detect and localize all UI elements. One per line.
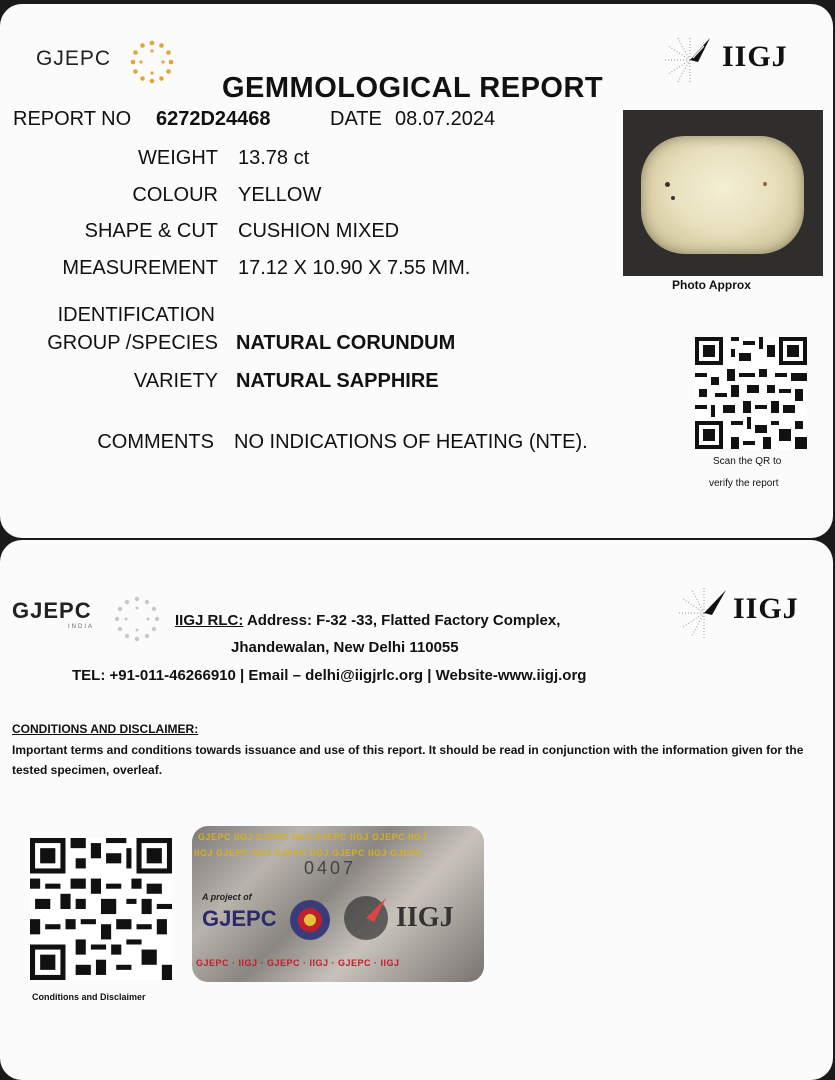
security-hologram: GJEPC IIGJ GJEPC IIGJ GJEPC IIGJ GJEPC IIGJ IIGJ GJEPC IIGJ GJEPC IIGJ GJEPC IIGJ GJEPC 0407 A project of GJEPC IIGJ GJEPC · IIGJ · GJEPC · IIGJ · GJEPC · IIGJ: [192, 826, 484, 982]
variety-value: NATURAL SAPPHIRE: [236, 370, 439, 392]
gem-stone-image: [641, 136, 804, 254]
conditions-body: Important terms and conditions towards issuance and use of this report. It should be read in conjunction with the information given for the tested specimen, overleaf.: [12, 743, 804, 777]
qr-caption-line2: verify the report: [709, 478, 779, 489]
comments-value: NO INDICATIONS OF HEATING (NTE).: [234, 431, 588, 453]
identification-label: IDENTIFICATION: [57, 304, 215, 326]
report-no-label: REPORT NO: [13, 108, 132, 130]
iigj-emblem-icon: [660, 34, 720, 86]
shape-cut-label: SHAPE & CUT: [84, 220, 218, 242]
verify-qr-code[interactable]: [695, 337, 807, 449]
colour-value: YELLOW: [238, 184, 322, 206]
hologram-iigj: IIGJ: [396, 902, 454, 933]
report-front-card: [0, 4, 833, 538]
gjepc-logo-text: GJEPC: [36, 47, 112, 70]
iigj-logo-text-back: IIGJ: [733, 592, 799, 625]
address-line-2: Jhandewalan, New Delhi 110055: [231, 639, 459, 656]
hologram-tag: A project of: [202, 892, 252, 902]
photo-caption: Photo Approx: [672, 278, 751, 292]
measurement-value: 17.12 X 10.90 X 7.55 MM.: [238, 257, 471, 279]
measurement-label: MEASUREMENT: [62, 257, 218, 279]
gjepc-india-sub: INDIA: [68, 624, 95, 630]
colour-label: COLOUR: [132, 184, 218, 206]
iigj-logo-text: IIGJ: [722, 40, 788, 73]
date-value: 08.07.2024: [395, 108, 496, 130]
report-title: GEMMOLOGICAL REPORT: [222, 72, 604, 104]
gjepc-logo-text-back: GJEPC: [12, 598, 92, 623]
hologram-gjepc-emblem-icon: [288, 898, 332, 942]
group-species-value: NATURAL CORUNDUM: [236, 332, 456, 354]
iigj-rlc-label: IIGJ RLC:: [175, 612, 244, 629]
report-back-card: [0, 540, 833, 1080]
iigj-emblem-icon-back: [674, 586, 734, 640]
conditions-qr-code[interactable]: [30, 838, 172, 980]
hologram-iigj-emblem-icon: [340, 892, 392, 944]
address-line-1: [175, 612, 560, 629]
group-species-label: GROUP /SPECIES: [47, 332, 218, 354]
qr-caption-line1: Scan the QR to: [713, 456, 782, 467]
gjepc-sun-icon: [128, 38, 176, 86]
shape-cut-value: CUSHION MIXED: [238, 220, 400, 242]
report-no-value: 6272D24468: [156, 108, 271, 130]
contact-line: TEL: +91-011-46266910 | Email – delhi@iigjrlc.org | Website-www.iigj.org: [72, 667, 587, 684]
weight-label: WEIGHT: [138, 147, 218, 169]
address-line-1-text: Address: F-32 -33, Flatted Factory Complex,: [246, 612, 561, 629]
date-label: DATE: [330, 108, 382, 130]
variety-label: VARIETY: [133, 370, 218, 392]
hologram-serial: 0407: [304, 858, 357, 878]
conditions-title: CONDITIONS AND DISCLAIMER:: [12, 722, 199, 736]
hologram-gjepc: GJEPC: [202, 906, 277, 931]
gjepc-sun-icon-back: [112, 594, 162, 644]
weight-value: 13.78 ct: [238, 147, 310, 169]
gem-photo: [623, 110, 823, 276]
comments-label: COMMENTS: [97, 431, 214, 453]
conditions-qr-caption: Conditions and Disclaimer: [32, 992, 146, 1002]
